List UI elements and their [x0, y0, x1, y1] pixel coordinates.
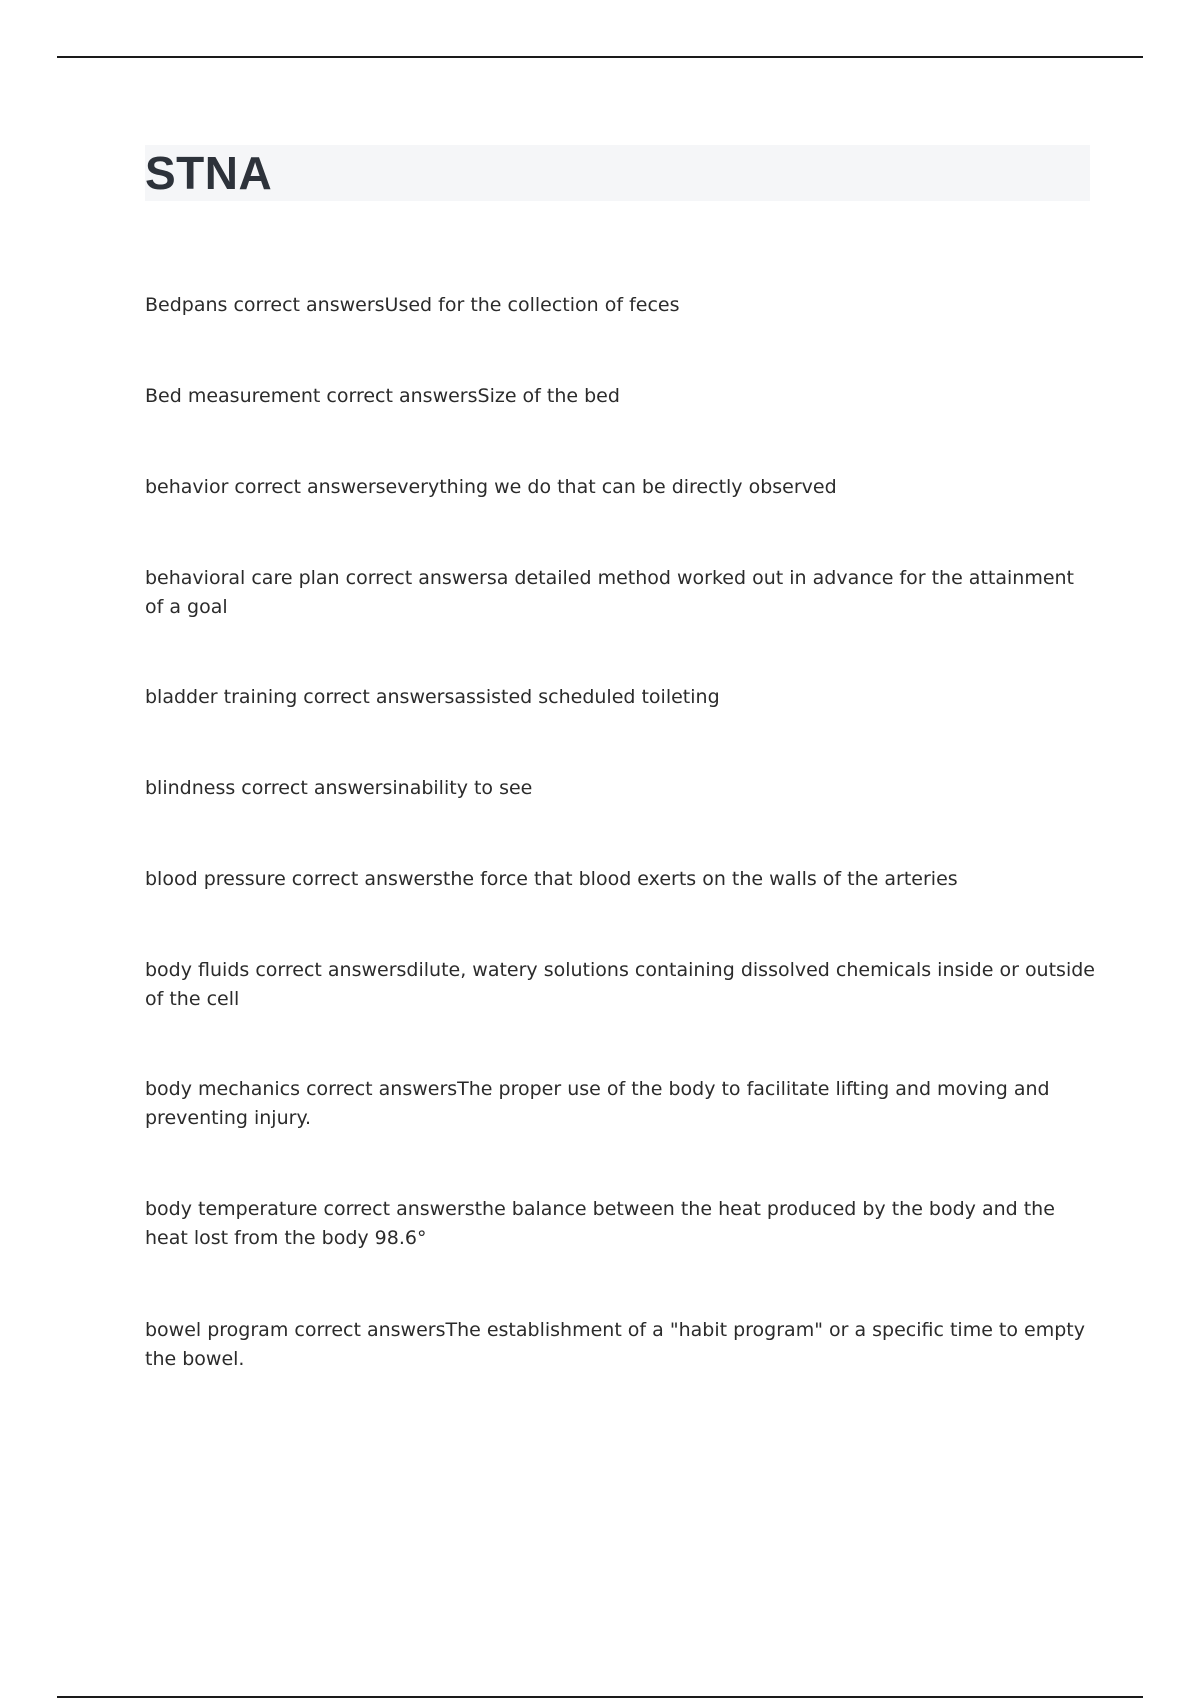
entry-bladder-training: bladder training correct answersassisted scheduled toileting — [145, 686, 720, 708]
entry-blindness: blindness correct answersinability to see — [145, 777, 533, 799]
page-title: STNA — [145, 147, 273, 199]
entry-blood-pressure: blood pressure correct answersthe force that blood exerts on the walls of the arteries — [145, 868, 958, 890]
entry-bed-measurement: Bed measurement correct answersSize of the bed — [145, 385, 620, 407]
entry-behavior: behavior correct answerseverything we do that can be directly observed — [145, 476, 837, 498]
bottom-rule — [57, 1696, 1143, 1698]
entry-body-temperature: body temperature correct answersthe balance between the heat produced by the body and the heat lost from the body 98.6° — [145, 1198, 1055, 1249]
title-band — [145, 145, 1090, 201]
entry-body-fluids: body fluids correct answersdilute, watery solutions containing dissolved chemicals inside or outside of the cell — [145, 959, 1095, 1010]
entry-bedpans: Bedpans correct answersUsed for the collection of feces — [145, 294, 680, 316]
top-rule — [57, 56, 1143, 58]
entry-bowel-program: bowel program correct answersThe establishment of a "habit program" or a specific time to empty the bowel. — [145, 1319, 1085, 1370]
entry-body-mechanics: body mechanics correct answersThe proper use of the body to facilitate lifting and moving and preventing injury. — [145, 1078, 1050, 1129]
entry-behavioral-care-plan: behavioral care plan correct answersa detailed method worked out in advance for the attainment of a goal — [145, 567, 1075, 618]
